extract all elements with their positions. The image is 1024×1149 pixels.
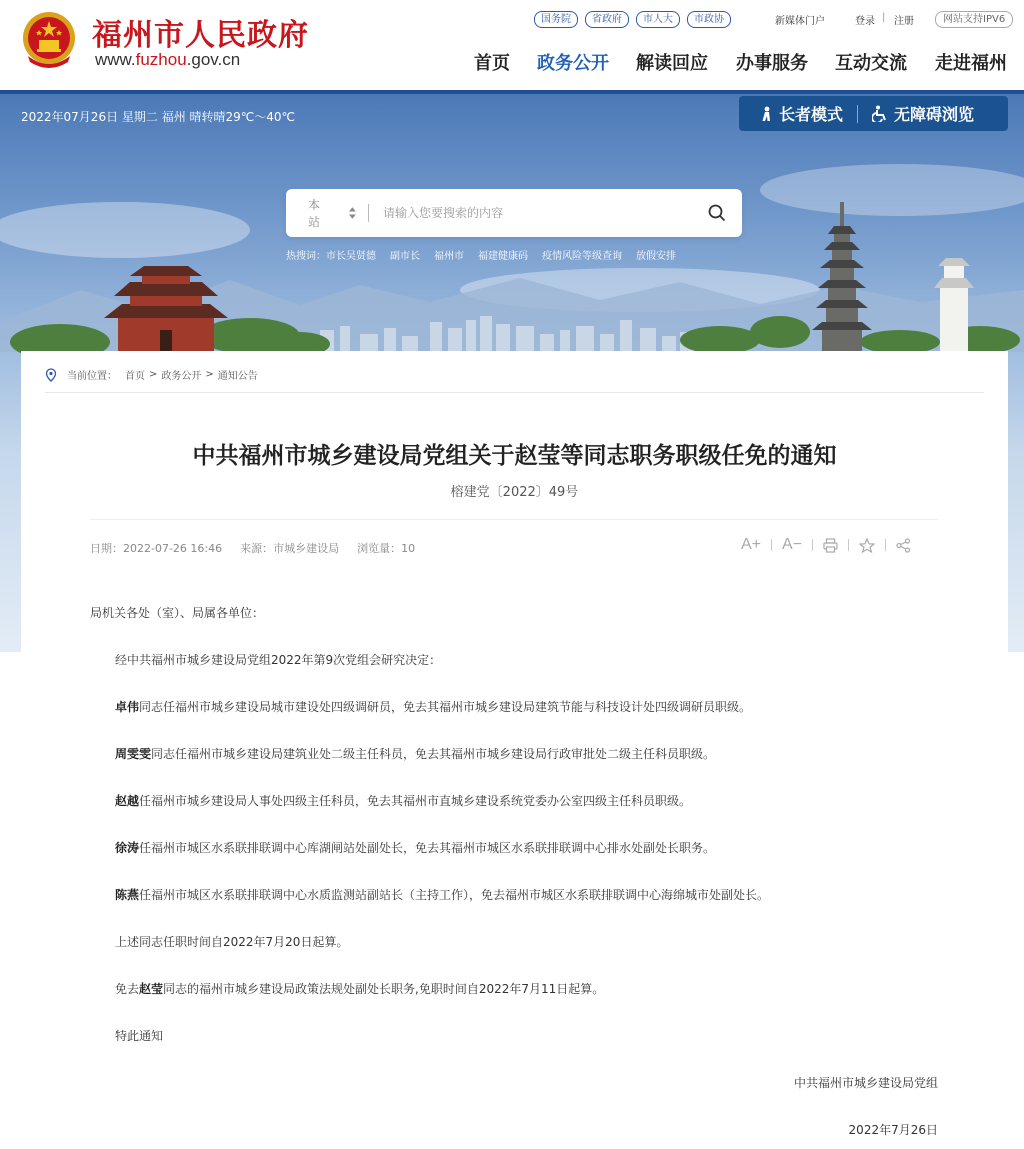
site-header: [0, 0, 1024, 90]
publish-date: 日期：2022-07-26 16:46: [90, 542, 223, 555]
accessible-browse-button[interactable]: [872, 102, 974, 125]
site-name[interactable]: 福州市人民政府: [92, 18, 309, 53]
hot-search-label: 热搜词：: [286, 251, 326, 262]
hot-word[interactable]: 副市长: [390, 251, 420, 262]
view-count: 浏览量：10: [357, 542, 416, 555]
appointment-text: 任福州市城区水系联排联调中心库湖闸站处副处长，免去其福州市城区水系联排联调中心排水处副处长职务。: [139, 841, 716, 855]
location-pin-icon: [45, 368, 57, 382]
article-meta: [90, 540, 415, 556]
breadcrumb-sep: >: [205, 369, 214, 380]
closing-remark: 特此通知: [115, 1029, 164, 1043]
appointment-paragraph: [115, 792, 691, 809]
removal-text: 同志的福州市城乡建设局政策法规处副处长职务,免职时间自2022年7月11日起算。: [163, 982, 605, 996]
search-scope-label: 本站: [308, 198, 321, 229]
sort-arrows-icon: [349, 207, 356, 219]
mode-divider: [857, 105, 858, 123]
tool-divider: [771, 539, 772, 551]
nav-home[interactable]: 首页: [474, 53, 510, 74]
accessible-browse-label: 无障碍浏览: [894, 105, 975, 124]
top-link-cppcc[interactable]: 市政协: [687, 11, 731, 28]
search-scope-select[interactable]: [286, 196, 356, 230]
ipv6-badge: 网站支持IPV6: [935, 11, 1013, 28]
star-icon[interactable]: [859, 538, 875, 553]
hot-word[interactable]: 疫情风险等级查询: [542, 251, 622, 262]
hot-word[interactable]: 福建健康码: [478, 251, 528, 262]
elder-person-icon: [759, 106, 773, 122]
breadcrumb-sep: >: [149, 369, 158, 380]
article-source: 来源：市城乡建设局: [240, 542, 340, 555]
salutation: 局机关各处（室）、局属各单位：: [90, 606, 265, 620]
search-divider: [368, 204, 369, 222]
intro-paragraph: 经中共福州市城乡建设局党组2022年第9次党组会研究决定：: [115, 653, 442, 667]
url-brand: fuzhou: [135, 50, 187, 69]
breadcrumb-gov-affairs[interactable]: 政务公开: [161, 371, 202, 382]
appointee-name: 陈燕: [115, 888, 140, 902]
article-tools: [741, 535, 911, 555]
sign-date: 2022年7月26日: [848, 1123, 938, 1137]
new-media-link[interactable]: 新媒体门户: [775, 16, 825, 27]
hot-word[interactable]: 市长吴贤德: [326, 251, 376, 262]
tool-divider: [812, 539, 813, 551]
removal-prefix: 免去: [115, 982, 140, 996]
top-links: [534, 11, 731, 28]
accessibility-bar: [739, 96, 1008, 131]
hot-word[interactable]: 放假安排: [636, 251, 676, 262]
appointee-name: 赵越: [115, 794, 140, 808]
document-number: 榕建党〔2022〕49号: [450, 485, 579, 500]
article-title: 中共福州市城乡建设局党组关于赵莹等同志职务职级任免的通知: [192, 443, 837, 469]
tool-divider: [885, 539, 886, 551]
weather-date: 2022年07月26日 星期二 福州 晴转晴29℃～40℃: [21, 110, 296, 124]
meta-divider: [90, 519, 938, 520]
login-link[interactable]: 登录: [855, 16, 875, 27]
appointment-text: 同志任福州市城乡建设局城市建设处四级调研员，免去其福州市城乡建设局建筑节能与科技设计处四级调研员职级。: [139, 700, 752, 714]
url-suffix: .gov.cn: [186, 50, 241, 69]
breadcrumb-home[interactable]: 首页: [125, 371, 145, 382]
search-box: [286, 189, 742, 237]
elder-mode-button[interactable]: [759, 102, 843, 125]
breadcrumb-label: 当前位置：: [67, 371, 117, 382]
hot-search-words: [286, 247, 676, 262]
breadcrumb-notices[interactable]: 通知公告: [217, 371, 258, 382]
nav-services[interactable]: 办事服务: [736, 53, 808, 74]
appointee-name: 周雯雯: [115, 747, 152, 761]
tool-divider: [848, 539, 849, 551]
url-prefix: www.: [95, 50, 136, 69]
appointment-text: 同志任福州市城乡建设局建筑业处二级主任科员，免去其福州市城乡建设局行政审批处二级主任科员职级。: [151, 747, 716, 761]
appointee-name: 徐涛: [115, 841, 140, 855]
elder-mode-label: 长者模式: [779, 105, 844, 124]
font-increase-button[interactable]: A+: [741, 536, 762, 553]
appointment-text: 任福州市城区水系联排联调中心水质监测站副站长（主持工作），免去福州市城区水系联排联调中心海绵城市处副处长。: [139, 888, 770, 902]
nav-interpretation[interactable]: 解读回应: [636, 53, 708, 74]
hot-word[interactable]: 福州市: [434, 251, 464, 262]
share-icon[interactable]: [896, 538, 911, 553]
breadcrumb-divider: [45, 392, 984, 393]
nav-about-fuzhou[interactable]: 走进福州: [935, 53, 1007, 74]
font-decrease-button[interactable]: A−: [782, 536, 803, 553]
effective-date-paragraph: 上述同志任职时间自2022年7月20日起算。: [115, 935, 349, 949]
login-divider: |: [882, 12, 886, 23]
appointment-paragraph: [115, 698, 751, 715]
search-button[interactable]: [692, 189, 742, 237]
removal-paragraph: [115, 980, 604, 997]
nav-interaction[interactable]: 互动交流: [835, 53, 907, 74]
removed-person-name: 赵莹: [139, 982, 164, 996]
appointment-paragraph: [115, 839, 715, 856]
register-link[interactable]: 注册: [894, 16, 914, 27]
print-icon[interactable]: [823, 538, 838, 553]
appointment-text: 任福州市城乡建设局人事处四级主任科员，免去其福州市直城乡建设系统党委办公室四级主任科员职级。: [139, 794, 692, 808]
main-nav: [0, 49, 1024, 75]
search-icon: [708, 204, 726, 222]
top-link-npc[interactable]: 市人大: [636, 11, 680, 28]
nav-gov-affairs[interactable]: 政务公开: [537, 53, 609, 74]
appointment-paragraph: [115, 886, 769, 903]
appointment-paragraph: [115, 745, 715, 762]
top-link-state-council[interactable]: 国务院: [534, 11, 578, 28]
article-card: [21, 351, 1008, 1149]
wheelchair-icon: [872, 105, 888, 122]
search-input[interactable]: [383, 206, 692, 220]
appointee-name: 卓伟: [115, 700, 140, 714]
top-link-province[interactable]: 省政府: [585, 11, 629, 28]
issuer-signature: 中共福州市城乡建设局党组: [793, 1076, 938, 1090]
breadcrumb: [45, 367, 258, 382]
